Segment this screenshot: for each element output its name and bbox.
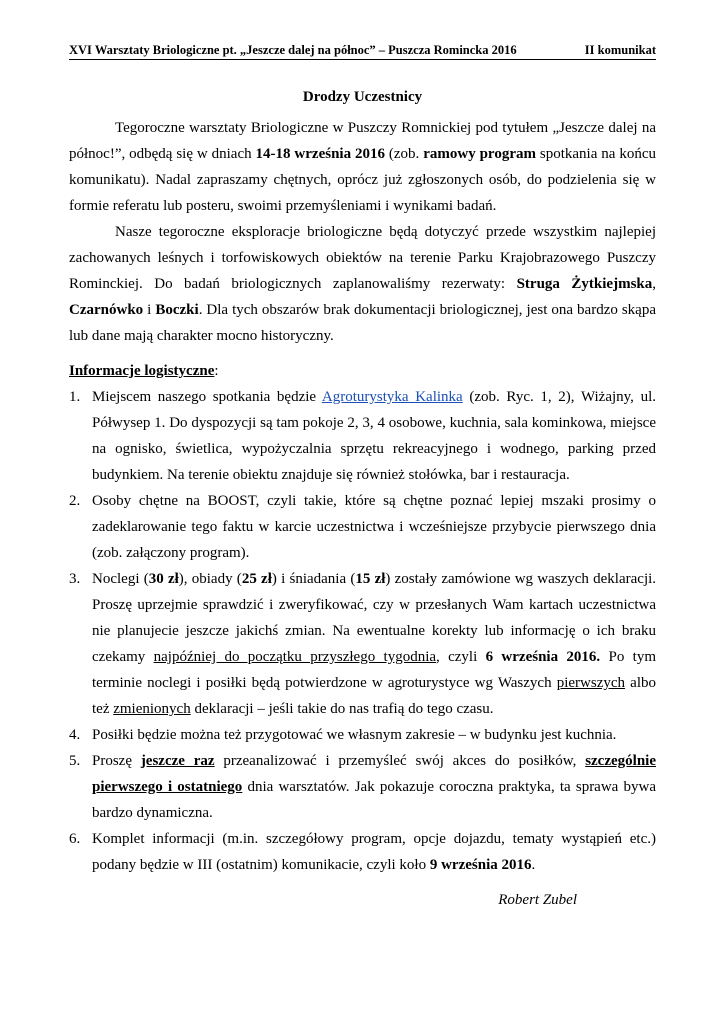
intro-section (69, 115, 656, 349)
list-item: 3. Noclegi (30 zł), obiady (25 zł) i śniadania (15 zł) zostały zamówione wg waszych deklaracji. Proszę uprzejmie sprawdzić i zweryfikować, czy w przesłanych Wam kartach uczestnictwa nie planujecie jeszcze jakichś zmian. Na ewentualne korekty lub informację o ich braku czekamy najpóźniej do początku przyszłego tygodnia, czyli 6 września 2016. Po tym terminie noclegi i posiłki będą potwierdzone w agroturystyce wg Waszych pierwszych albo też zmienionych deklaracji – jeśli takie do nas trafią do tego czasu. (69, 571, 657, 717)
list-item: 6. Komplet informacji (m.in. szczegółowy program, opcje dojazdu, tematy wystąpień etc.) podany będzie w III (ostatnim) komunikacie, czyli koło 9 września 2016. (69, 831, 656, 873)
workshop-dates: 14-18 września 2016 (255, 146, 385, 162)
reserve-boczki: Boczki (155, 302, 199, 318)
intro-paragraph-2: Nasze tegoroczne eksploracje briologiczne będą dotyczyć przede wszystkim najlepiej zachowanych leśnych i torfowiskowych obiektów na terenie Parku Krajobrazowego Puszczy Rominckiej. Do badań briologicznych zaplanowaliśmy rezerwaty: Struga Żytkiejmska, Czarnówko i Boczki. Dla tych obszarów brak dokumentacji briologicznej, jest ona bardzo skąpa lub dane mają charakter mocno historyczny. (69, 224, 656, 344)
agroturystyka-kalinka-link[interactable]: Agroturystyka Kalinka (321, 389, 463, 405)
deadline-date: 6 września 2016. (485, 649, 601, 665)
list-item: 5. Proszę jeszcze raz przeanalizować i przemyśleć swój akces do posiłków, szczególnie pierwszego i ostatniego dnia warsztatów. Jak pokazuje coroczna praktyka, ta sprawa bywa bardzo dynamiczna. (69, 753, 656, 821)
signature: Robert Zubel (498, 892, 577, 908)
deadline-text: najpóźniej do początku przyszłego tygodnia (153, 649, 437, 665)
header-communique-label: II komunikat (584, 43, 656, 57)
list-item: 1. Miejscem naszego spotkania będzie Agroturystyka Kalinka (zob. Ryc. 1, 2), Wiżajny, ul. Półwysep 1. Do dyspozycji są tam pokoje 2, 3, 4 osobowe, kuchnia, sala kominkowa, miejsce na ognisko, świetlica, wypożyczalnia sprzętu rekreacyjnego i wodnego, parking przed budynkiem. Na terenie obiektu znajduje się również stołówka, bar i restauracja. (69, 389, 656, 483)
reserve-struga: Struga Żytkiejmska (516, 276, 653, 292)
list-item: 4. Posiłki będzie można też przygotować we własnym zakresie – w budynku jest kuchnia. (69, 727, 617, 743)
list-item: 2. Osoby chętne na BOOST, czyli takie, które są chętne poznać lepiej mszaki prosimy o zadeklarowanie tego faktu w karcie uczestnictwa i wcześniejsze przybycie pierwszego dnia (zob. załączony program). (69, 493, 656, 561)
page-header (69, 41, 656, 60)
greeting-heading: Drodzy Uczestnicy (302, 89, 423, 105)
logistics-list (69, 384, 656, 878)
logistics-heading: Informacje logistyczne: (69, 363, 219, 379)
intro-paragraph-1: Tegoroczne warsztaty Briologiczne w Puszczy Romnickiej pod tytułem „Jeszcze dalej na północ!”, odbędą się w dniach 14-18 września 2016 (zob. ramowy program spotkania na końcu komunikatu). Nadal zapraszamy chętnych, oprócz już zgłoszonych osób, do podzielenia się w formie referatu lub posteru, swoimi przemyśleniami i wynikami badań. (69, 120, 656, 214)
reserve-czarnowko: Czarnówko (69, 302, 144, 318)
header-title: XVI Warsztaty Briologiczne pt. „Jeszcze dalej na północ” – Puszcza Romincka 2016 (69, 43, 517, 57)
logistics-section (69, 358, 656, 878)
program-ref: ramowy program (423, 146, 536, 162)
